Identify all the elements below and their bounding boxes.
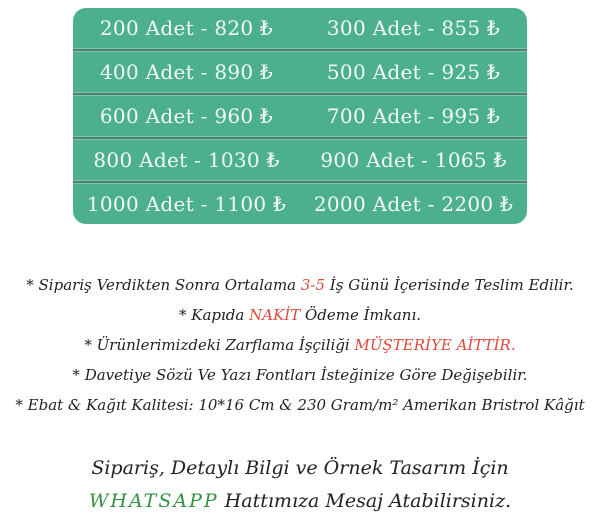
price-cell-left: 1000 Adet - 1100 ₺ — [86, 192, 287, 216]
note-line — [0, 300, 600, 330]
price-cell-right: 2000 Adet - 2200 ₺ — [313, 192, 514, 216]
price-cell-right: 700 Adet - 995 ₺ — [326, 104, 501, 128]
plain-text: Hattımıza Mesaj Atabilirsiniz. — [218, 490, 512, 512]
accent-text: NAKİT — [249, 306, 301, 324]
price-row — [73, 184, 527, 224]
accent-text: 3-5 — [300, 276, 326, 294]
accent-text: WHATSAPP — [88, 490, 219, 512]
plain-text: * Kapıda — [178, 306, 250, 324]
plain-text: * Ürünlerimizdeki Zarflama İşçiliği — [84, 336, 355, 354]
price-cell-left: 400 Adet - 890 ₺ — [99, 60, 274, 84]
plain-text: Ödeme İmkanı. — [300, 306, 422, 324]
plain-text: * Ebat & Kağıt Kalitesi: 10*16 Cm & 230 Gram/m² Amerikan Bristrol Kâğıt — [15, 396, 585, 414]
note-line — [0, 330, 600, 360]
price-cell-left: 600 Adet - 960 ₺ — [99, 104, 274, 128]
price-row — [73, 96, 527, 136]
note-line — [0, 270, 600, 300]
footer-section — [0, 452, 600, 518]
price-cell-left: 200 Adet - 820 ₺ — [99, 16, 274, 40]
price-row — [73, 8, 527, 48]
notes-section — [0, 270, 600, 420]
price-row — [73, 52, 527, 92]
price-cell-right: 900 Adet - 1065 ₺ — [320, 148, 507, 172]
price-cell-right: 500 Adet - 925 ₺ — [326, 60, 501, 84]
note-line — [0, 390, 600, 420]
note-line — [0, 360, 600, 390]
price-row — [73, 140, 527, 180]
footer-line-2 — [0, 485, 600, 518]
plain-text: İş Günü İçerisinde Teslim Edilir. — [325, 276, 574, 294]
plain-text: * Sipariş Verdikten Sonra Ortalama — [26, 276, 301, 294]
price-table — [73, 8, 527, 224]
accent-text: MÜŞTERİYE AİTTİR. — [354, 336, 516, 354]
price-cell-left: 800 Adet - 1030 ₺ — [93, 148, 280, 172]
plain-text: * Davetiye Sözü Ve Yazı Fontları İsteğinize Göre Değişebilir. — [72, 366, 528, 384]
footer-line-1: Sipariş, Detaylı Bilgi ve Örnek Tasarım İçin — [91, 457, 509, 479]
price-cell-right: 300 Adet - 855 ₺ — [326, 16, 501, 40]
